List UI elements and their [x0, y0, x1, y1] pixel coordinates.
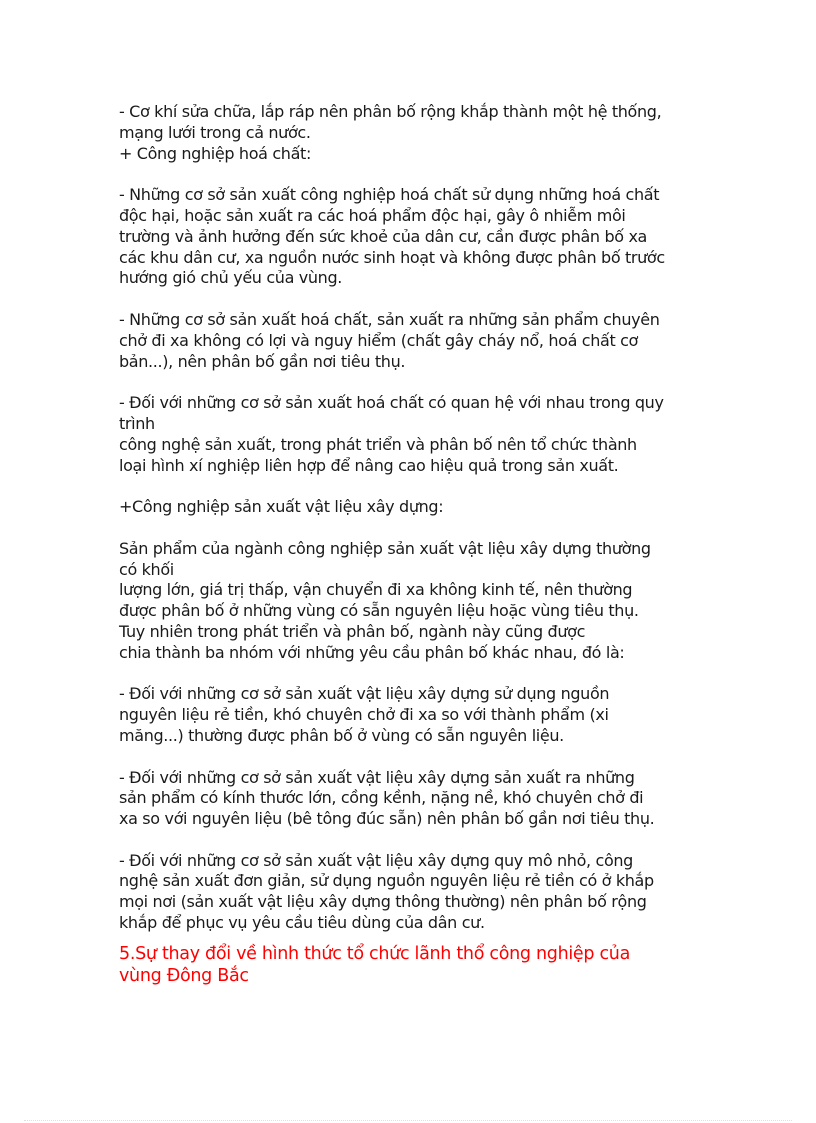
text-line: - Đối với những cơ sở sản xuất vật liệu xây dựng quy mô nhỏ, công — [119, 850, 633, 870]
paragraph — [119, 185, 719, 289]
text-line: mọi nơi (sản xuất vật liệu xây dựng thông thường) nên phân bố rộng — [119, 892, 647, 912]
paragraph-gap — [119, 289, 719, 310]
text-line: hướng gió chủ yếu của vùng. — [119, 268, 343, 288]
text-line: trường và ảnh hưởng đến sức khoẻ của dân cư, cần được phân bố xa — [119, 226, 648, 246]
paragraph — [119, 851, 719, 934]
section-heading — [119, 943, 719, 987]
text-line: - Những cơ sở sản xuất công nghiệp hoá chất sử dụng những hoá chất — [119, 185, 660, 205]
text-line: được phân bố ở những vùng có sẵn nguyên liệu hoặc vùng tiêu thụ. — [119, 601, 639, 621]
text-line: - Cơ khí sửa chữa, lắp ráp nên phân bố rộng khắp thành một hệ thống, — [119, 102, 662, 121]
section-subheading: + Công nghiệp hoá chất: — [119, 143, 311, 163]
section-heading-line: vùng Đông Bắc — [119, 965, 249, 986]
paragraph — [119, 684, 719, 746]
text-line: - Đối với những cơ sở sản xuất vật liệu xây dựng sử dụng nguồn — [119, 684, 610, 704]
paragraph — [119, 768, 719, 830]
paragraph-gap — [119, 518, 719, 539]
text-line: chia thành ba nhóm với những yêu cầu phân bố khác nhau, đó là: — [119, 642, 625, 662]
text-line: độc hại, hoặc sản xuất ra các hoá phẩm độc hại, gây ô nhiễm môi — [119, 205, 626, 225]
section-heading-line: 5.Sự thay đổi về hình thức tổ chức lãnh thổ công nghiệp của — [119, 943, 631, 964]
paragraph — [119, 539, 719, 664]
paragraph-gap — [119, 747, 719, 768]
text-line: sản phẩm có kính thước lớn, cồng kềnh, nặng nề, khó chuyên chở đi — [119, 788, 644, 808]
page-bottom-divider — [24, 1120, 792, 1121]
text-line: xa so với nguyên liệu (bê tông đúc sẵn) nên phân bố gần nơi tiêu thụ. — [119, 809, 655, 829]
paragraph — [119, 310, 719, 372]
text-line: bản...), nên phân bố gần nơi tiêu thụ. — [119, 351, 406, 371]
paragraph — [119, 497, 719, 518]
text-line: Sản phẩm của ngành công nghiệp sản xuất vật liệu xây dựng thường — [119, 538, 651, 558]
text-line: Tuy nhiên trong phát triển và phân bố, ngành này cũng được — [119, 621, 586, 641]
text-line: trình — [119, 413, 155, 433]
text-line: măng...) thường được phân bố ở vùng có sẵn nguyên liệu. — [119, 725, 564, 745]
text-line: lượng lớn, giá trị thấp, vận chuyển đi xa không kinh tế, nên thường — [119, 580, 633, 600]
text-line: loại hình xí nghiệp liên hợp để nâng cao hiệu quả trong sản xuất. — [119, 455, 619, 475]
text-line: có khối — [119, 559, 174, 579]
paragraph-gap — [119, 830, 719, 851]
section-subheading: +Công nghiệp sản xuất vật liệu xây dựng: — [119, 497, 444, 517]
text-line: nguyên liệu rẻ tiền, khó chuyên chở đi xa so với thành phẩm (xi — [119, 705, 609, 725]
text-line: khắp để phục vụ yêu cầu tiêu dùng của dân cư. — [119, 913, 485, 933]
document-body — [119, 102, 719, 987]
paragraph — [119, 102, 719, 164]
paragraph-gap — [119, 372, 719, 393]
paragraph-gap — [119, 664, 719, 685]
text-line: chở đi xa không có lợi và nguy hiểm (chất gây cháy nổ, hoá chất cơ — [119, 330, 638, 350]
paragraph-gap — [119, 164, 719, 185]
text-line: các khu dân cư, xa nguồn nước sinh hoạt và không được phân bố trước — [119, 247, 665, 267]
text-line: - Đối với những cơ sở sản xuất vật liệu xây dựng sản xuất ra những — [119, 767, 635, 787]
text-line: - Đối với những cơ sở sản xuất hoá chất có quan hệ với nhau trong quy — [119, 393, 664, 413]
text-line: công nghệ sản xuất, trong phát triển và phân bố nên tổ chức thành — [119, 434, 637, 454]
paragraph-gap — [119, 476, 719, 497]
paragraph — [119, 393, 719, 476]
text-line: nghệ sản xuất đơn giản, sử dụng nguồn nguyên liệu rẻ tiền có ở khắp — [119, 871, 654, 891]
text-line: - Những cơ sở sản xuất hoá chất, sản xuất ra những sản phẩm chuyên — [119, 309, 660, 329]
text-line: mạng lưới trong cả nước. — [119, 122, 311, 142]
